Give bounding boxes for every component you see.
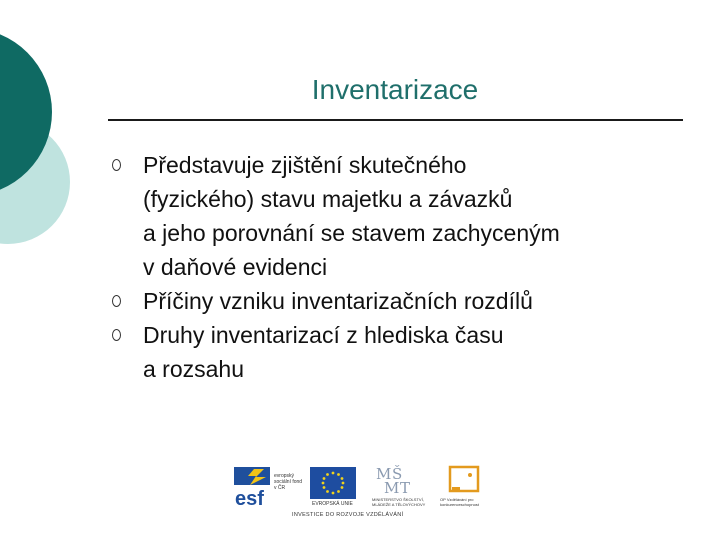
- logo-footer-text: INVESTICE DO ROZVOJE VZDĚLÁVÁNÍ: [292, 512, 404, 518]
- msmt-caption: MINISTERSTVO ŠKOLSTVÍ, MLÁDEŽE A TĚLOVÝCHOVY: [372, 497, 426, 507]
- slide-title: Inventarizace: [311, 74, 479, 105]
- bullet-line: Příčiny vzniku inventarizačních rozdílů: [143, 288, 533, 314]
- esf-caption-text: evropský sociální fond v ČR: [274, 473, 303, 491]
- bullet-line: a rozsahu: [143, 356, 245, 382]
- eu-caption: EVROPSKÁ UNIE: [312, 501, 353, 507]
- eu-flag-logo: [310, 467, 356, 511]
- title-divider: [108, 119, 683, 121]
- esf-logo: [234, 467, 304, 507]
- esf-wordmark: esf: [235, 488, 264, 507]
- op-caption: OP Vzdělávání pro konkurenceschopnost: [440, 497, 479, 507]
- msmt-logo: [372, 465, 432, 511]
- bullet-line: v daňové evidenci: [143, 254, 328, 280]
- bullet-circle-icon: [112, 295, 121, 307]
- bullet-circle-icon: [112, 159, 121, 171]
- esf-caption: [274, 473, 304, 491]
- bullet-line: Druhy inventarizací z hlediska času: [143, 322, 504, 348]
- svg-text:M: M: [376, 465, 392, 483]
- bullet-line: (fyzického) stavu majetku a závazků: [143, 186, 513, 212]
- decorative-circles: [0, 0, 120, 300]
- svg-text:M: M: [384, 479, 400, 495]
- bullet-item: [112, 148, 692, 284]
- funding-logos: [232, 463, 492, 523]
- svg-text:Š: Š: [392, 465, 403, 483]
- op-logo: [440, 465, 492, 511]
- svg-text:T: T: [400, 479, 411, 495]
- bullet-line: Představuje zjištění skutečného: [143, 152, 467, 178]
- bullet-list: [112, 148, 692, 386]
- bullet-item: [112, 284, 692, 318]
- bullet-line: a jeho porovnání se stavem zachyceným: [143, 220, 560, 246]
- bullet-item: [112, 318, 692, 386]
- bullet-circle-icon: [112, 329, 121, 341]
